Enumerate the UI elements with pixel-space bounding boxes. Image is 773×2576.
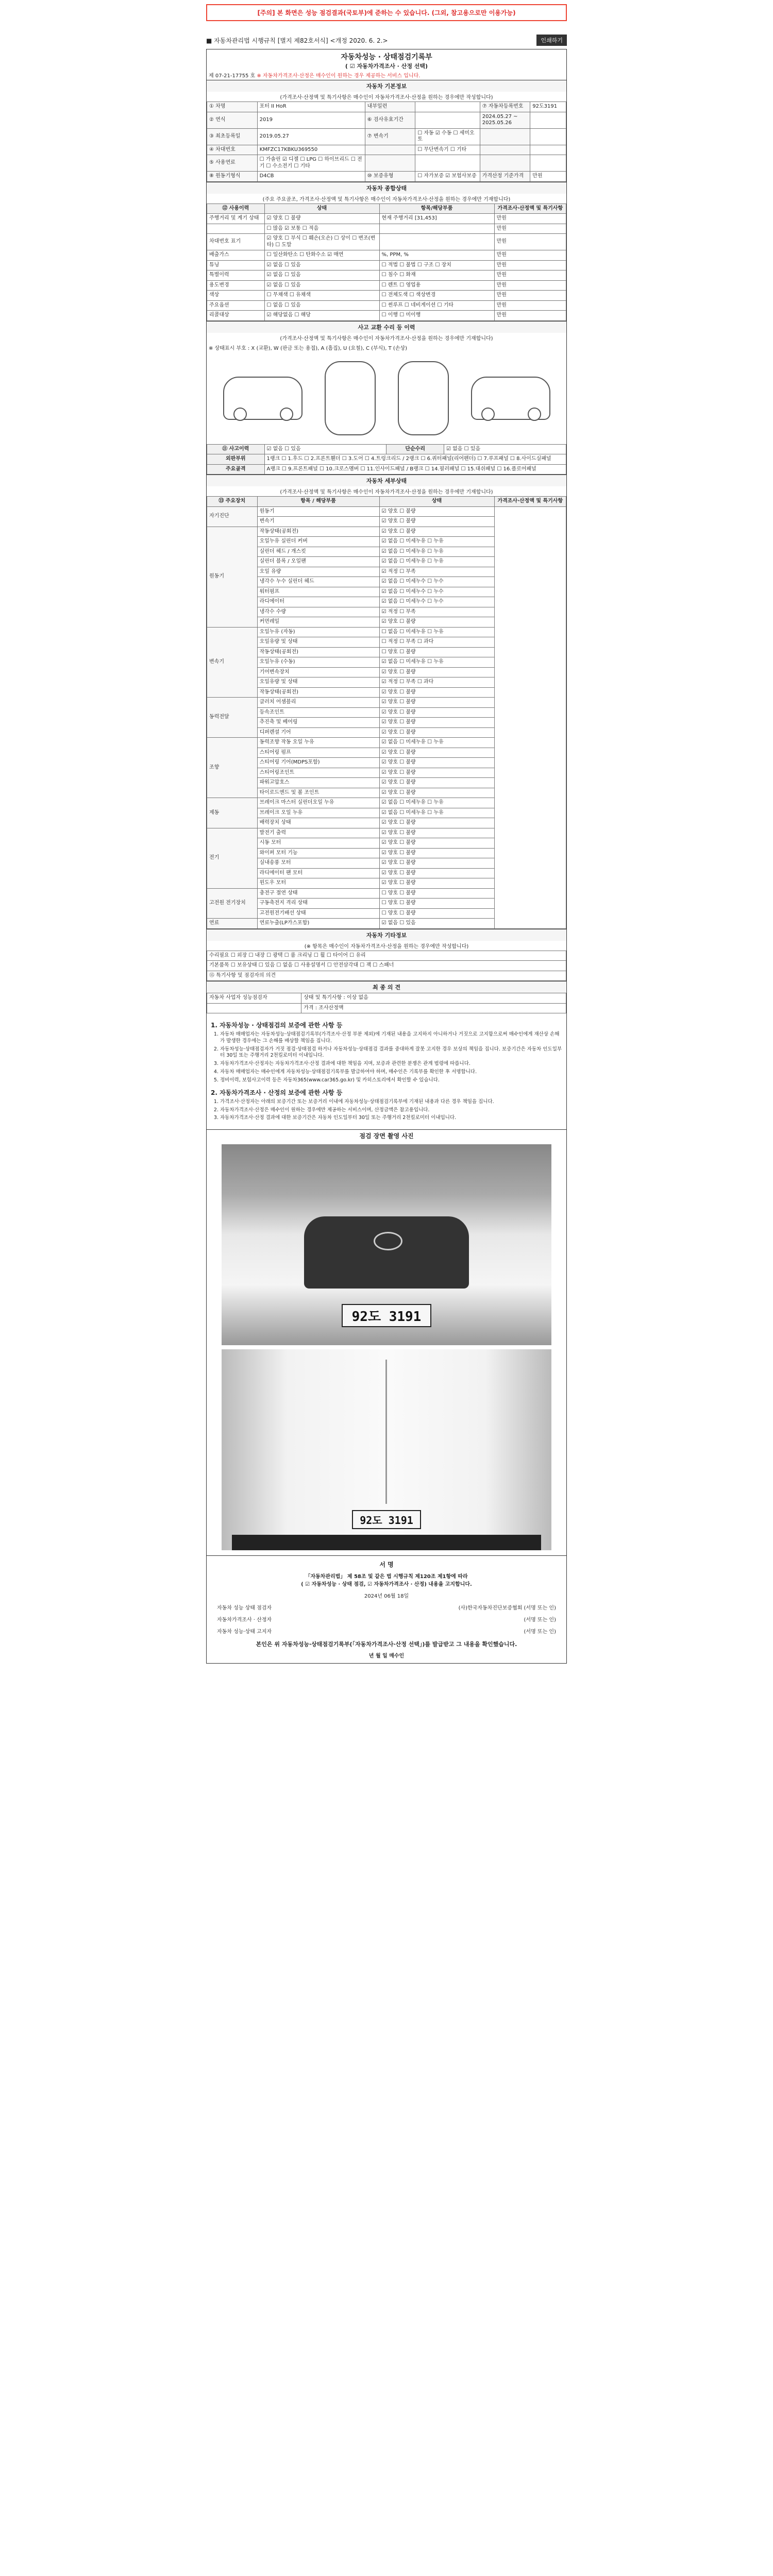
summary-cell: 현재 주행거리 [31,453] <box>379 214 494 224</box>
basic-info-cell: ⑦ 변속기 <box>365 128 415 145</box>
basic-info-cell: ⑥ 검사유효기간 <box>365 112 415 128</box>
signature-law: 「자동차관리법」 제 58조 및 같은 법 시행규칙 제120조 제1항에 따라 <box>305 1574 468 1580</box>
car-bottom-diagram <box>398 361 449 435</box>
history-sub: (가격조사·산정액 및 특기사항은 매수인이 자동차가격조사·산정을 원하는 경우에만 기재합니다) <box>280 335 493 342</box>
detail-state: ☑ 양호 ☐ 불량 <box>379 768 494 778</box>
detail-part: 오일 유량 <box>257 567 379 577</box>
detail-part: 냉각수 수량 <box>257 607 379 617</box>
options-remarks: ⑮ 특기사항 및 점검자의 의견 <box>207 971 566 981</box>
detail-head: 자동차 세부상태 <box>207 474 566 486</box>
wheel-icon <box>528 408 541 421</box>
form-label: ■ 자동차관리법 시행규칙 [별지 제82호서식] <개정 2020. 6. 2.> <box>206 37 388 44</box>
basic-info-cell <box>415 112 480 128</box>
basic-info-cell: 내부일련 <box>365 102 415 112</box>
detail-state: ☑ 양호 ☐ 불량 <box>379 687 494 698</box>
summary-row <box>207 300 566 311</box>
detail-col-1: ⑬ 주요장치 <box>207 497 258 507</box>
detail-state: ☑ 적정 ☐ 부족 <box>379 567 494 577</box>
summary-cell: 튜닝 <box>207 260 265 270</box>
summary-cell <box>379 224 494 234</box>
record-number-line <box>207 70 566 80</box>
frame-label: 주요골격 <box>207 464 265 474</box>
detail-state: ☑ 양호 ☐ 불량 <box>379 517 494 527</box>
detail-state: ☑ 없음 ☐ 미세누유 ☐ 누유 <box>379 537 494 547</box>
detail-state: ☑ 양호 ☐ 불량 <box>379 838 494 849</box>
detail-state: ☑ 없음 ☐ 미세누유 ☐ 누유 <box>379 798 494 808</box>
detail-part: 연료누출(LP가스포함) <box>257 919 379 929</box>
document-page <box>206 0 567 1664</box>
detail-group-name: 원동기 <box>207 527 258 627</box>
record-warning: ※ 자동차가격조사·산정은 매수인이 원하는 경우 제공하는 서비스 입니다. <box>257 73 421 79</box>
warning-banner: [주의] 본 화면은 성능 점검결과(국토부)에 준하는 수 있습니다. (그외, 참고용으로만 이용가능) <box>206 4 567 21</box>
basic-info-cell <box>530 112 566 128</box>
detail-part: 스티어링 펌프 <box>257 748 379 758</box>
detail-state: ☑ 없음 ☐ 미세누유 ☐ 누유 <box>379 808 494 818</box>
detail-state: ☑ 양호 ☐ 불량 <box>379 718 494 728</box>
detail-state: ☑ 양호 ☐ 불량 <box>379 748 494 758</box>
signature-row-label: 자동차 성능 상태 점검자 <box>217 1605 272 1612</box>
terms-item: 1. 자동차 매매업자는 자동차성능·상태점검기록부(가격조사·산정 부분 제외)에 기재된 내용을 고지하지 아니하거나 거짓으로 고지함으로써 매수인에게 재산상 손해가 발생한 경우에는 그 손해를 배상할 책임을 집니다. <box>220 1031 562 1045</box>
basic-info-cell: ③ 최초등록일 <box>207 128 258 145</box>
signature-row-value: (서명 또는 인) <box>524 1629 556 1635</box>
basic-info-cell: ② 연식 <box>207 112 258 128</box>
detail-part: 추진축 및 베어링 <box>257 718 379 728</box>
terms-item: 1. 가격조사·산정자는 아래의 보증기간 또는 보증거리 이내에 자동차성능·상태점검기록부에 기재된 내용과 다른 경우 책임을 집니다. <box>220 1099 562 1106</box>
history-table <box>207 444 566 475</box>
detail-state: ☑ 없음 ☐ 미세누수 ☐ 누수 <box>379 587 494 597</box>
signature-row-label: 자동차 성능·상태 고지자 <box>217 1629 272 1635</box>
accident-state: ☑ 없음 ☐ 있음 <box>264 444 386 454</box>
detail-group-name: 제동 <box>207 798 258 828</box>
detail-part: 와이퍼 모터 기능 <box>257 848 379 858</box>
signature-date: 2024년 06월 18일 <box>364 1594 409 1600</box>
opinion-state: 상태 및 특기사항 : 이상 없음 <box>301 993 566 1004</box>
basic-info-cell: 2024.05.27 ~ 2025.05.26 <box>480 112 530 128</box>
record-title: 자동차성능 · 상태점검기록부 <box>341 53 432 61</box>
summary-row <box>207 234 566 250</box>
detail-part: 실린더 블록 / 오일팬 <box>257 557 379 567</box>
basic-info-cell: ⑦ 자동차등록번호 <box>480 102 530 112</box>
basic-info-cell: 92도3191 <box>530 102 566 112</box>
summary-cell: %, PPM, % <box>379 250 494 261</box>
detail-part: 작동상태(공회전) <box>257 527 379 537</box>
hyundai-logo-icon <box>374 1232 402 1250</box>
detail-group-name: 조향 <box>207 738 258 798</box>
signature-footer-2: 년 월 일 매수인 <box>368 1653 405 1659</box>
signature-section <box>207 1555 566 1663</box>
detail-group-name: 동력전달 <box>207 698 258 738</box>
rear-photo <box>222 1349 551 1550</box>
detail-state: ☑ 양호 ☐ 불량 <box>379 506 494 517</box>
basic-info-cell <box>530 145 566 155</box>
summary-col-3: 항목/해당부품 <box>379 204 494 214</box>
summary-col-1: ⑫ 사용이력 <box>207 204 265 214</box>
detail-part: 스티어링조인트 <box>257 768 379 778</box>
detail-part: 시동 모터 <box>257 838 379 849</box>
detail-part: 클러치 어셈블리 <box>257 698 379 708</box>
front-license-plate: 92도 3191 <box>342 1304 431 1327</box>
detail-part: 변속기 <box>257 517 379 527</box>
basic-info-row <box>207 128 566 145</box>
car-diagram <box>207 352 566 444</box>
options-repair: 수리필요 ☐ 외장 ☐ 내장 ☐ 광택 ☐ 룸 크리닝 ☐ 휠 ☐ 타이어 ☐ 유리 <box>207 951 566 961</box>
rear-license-plate: 92도 3191 <box>352 1510 421 1529</box>
terms-item: 2. 자동차가격조사·산정은 매수인이 원하는 경우에만 제공하는 서비스이며, 산정금액은 참고용입니다. <box>220 1107 562 1114</box>
basic-info-cell: 포터 II HoR <box>257 102 365 112</box>
inspection-record <box>206 49 567 1664</box>
detail-part: 윈도우 모터 <box>257 878 379 889</box>
detail-part: 고전원전기배선 상태 <box>257 908 379 919</box>
signature-row-value: (서명 또는 인) <box>524 1617 556 1623</box>
summary-row <box>207 280 566 291</box>
detail-state: ☑ 없음 ☐ 있음 <box>379 919 494 929</box>
detail-state: ☑ 양호 ☐ 불량 <box>379 858 494 869</box>
summary-cell: 만원 <box>494 311 566 321</box>
detail-table <box>207 496 566 929</box>
frame-items: A랭크 ☐ 9.프론트패널 ☐ 10.크로스멤버 ☐ 11.인사이드패널 / B랭크 ☐ 14.필러패널 ☐ 15.대쉬패널 ☐ 16.플로어패널 <box>264 464 566 474</box>
summary-cell: 만원 <box>494 270 566 281</box>
detail-group-name: 연료 <box>207 919 258 929</box>
summary-cell: 만원 <box>494 214 566 224</box>
basic-info-row <box>207 112 566 128</box>
photos-head: 점검 장면 촬영 사진 <box>207 1129 566 1140</box>
detail-state: ☑ 없음 ☐ 미세누유 ☐ 누유 <box>379 738 494 748</box>
summary-cell: ☑ 양호 ☐ 불량 <box>264 214 379 224</box>
signature-head: 서 명 <box>379 1561 394 1569</box>
detail-state: ☑ 양호 ☐ 불량 <box>379 778 494 788</box>
terms-2-title: 2. 자동차가격조사 · 산정의 보증에 관한 사항 등 <box>211 1089 343 1096</box>
detail-state: ☑ 양호 ☐ 불량 <box>379 527 494 537</box>
detail-state: ☐ 양호 ☐ 불량 <box>379 908 494 919</box>
options-sub: (※ 항목은 매수인이 자동차가격조사·산정을 원하는 경우에만 작성합니다) <box>304 943 469 950</box>
detail-part: 작동상태(공회전) <box>257 687 379 698</box>
terms-item: 4. 자동차 매매업자는 매수인에게 자동차성능·상태점검기록부를 발급하여야 하며, 매수인은 기록부를 확인한 후 서명합니다. <box>220 1069 562 1076</box>
summary-row <box>207 224 566 234</box>
detail-state: ☐ 없음 ☐ 미세누유 ☐ 누유 <box>379 627 494 637</box>
detail-part: 디퍼렌셜 기어 <box>257 727 379 738</box>
summary-cell: 리콜대상 <box>207 311 265 321</box>
terms-1-title: 1. 자동차성능 · 상태점검의 보증에 관한 사항 등 <box>211 1022 343 1029</box>
detail-sub: (가격조사·산정액 및 특기사항은 매수인이 자동차가격조사·산정을 원하는 경우에만 기재합니다) <box>280 489 493 495</box>
detail-state: ☑ 양호 ☐ 불량 <box>379 868 494 878</box>
terms-item: 3. 자동차가격조사·산정자는 자동차가격조사·산정 결과에 대한 책임을 지며, 보증과 관련한 분쟁은 관계 법령에 따릅니다. <box>220 1061 562 1067</box>
detail-part: 오일유량 및 상태 <box>257 677 379 688</box>
detail-part: 브레이크 오일 누유 <box>257 808 379 818</box>
basic-info-cell: ☐ 무단변속기 ☐ 기타 <box>415 145 480 155</box>
summary-cell: 색상 <box>207 291 265 301</box>
record-subtitle: ( ☑ 자동차가격조사 · 산정 선택) <box>345 63 428 70</box>
basic-info-cell: ☐ 자가보증 ☑ 보험사보증 <box>415 172 480 182</box>
detail-col-4: 가격조사·산정액 및 특기사항 <box>494 497 566 507</box>
summary-cell: 만원 <box>494 250 566 261</box>
detail-part: 기어변속장치 <box>257 667 379 677</box>
detail-state: ☑ 양호 ☐ 불량 <box>379 707 494 718</box>
summary-cell: 만원 <box>494 300 566 311</box>
basic-info-table <box>207 101 566 182</box>
basic-info-cell: 가격산정 기준가격 <box>480 172 530 182</box>
detail-col-2: 항목 / 해당부품 <box>257 497 379 507</box>
detail-state: ☑ 적정 ☐ 부족 ☐ 과다 <box>379 677 494 688</box>
opinion-head: 최 종 의 견 <box>207 981 566 993</box>
summary-cell: ☑ 없음 ☐ 있음 <box>264 270 379 281</box>
detail-part: 실린더 헤드 / 개스킷 <box>257 547 379 557</box>
detail-state: ☐ 양호 ☐ 불량 <box>379 647 494 657</box>
detail-state: ☑ 양호 ☐ 불량 <box>379 818 494 828</box>
basic-info-cell: ⑤ 사용연료 <box>207 155 258 172</box>
detail-state: ☑ 양호 ☐ 불량 <box>379 828 494 838</box>
basic-info-cell <box>415 102 480 112</box>
summary-col-4: 가격조사·산정액 및 특기사항 <box>494 204 566 214</box>
summary-cell: 주요옵션 <box>207 300 265 311</box>
summary-cell: ☐ 렌트 ☐ 영업용 <box>379 280 494 291</box>
car-left-side-diagram <box>223 377 303 420</box>
signature-row-label: 자동차가격조사 · 산정자 <box>217 1617 272 1623</box>
summary-cell: ☐ 일산화탄소 ☐ 탄화수소 ☑ 매연 <box>264 250 379 261</box>
detail-part: 구동축전지 격리 상태 <box>257 899 379 909</box>
detail-state: ☑ 없음 ☐ 미세누수 ☐ 누수 <box>379 597 494 607</box>
accident-label: ⑪ 사고이력 <box>207 444 265 454</box>
front-photo <box>222 1144 551 1345</box>
detail-state: ☑ 양호 ☐ 불량 <box>379 667 494 677</box>
summary-cell: ☑ 없음 ☐ 있음 <box>264 280 379 291</box>
basic-info-cell <box>480 128 530 145</box>
detail-part: 워터펌프 <box>257 587 379 597</box>
detail-part: 작동상태(공회전) <box>257 647 379 657</box>
basic-info-cell: ① 차명 <box>207 102 258 112</box>
basic-info-cell: ☐ 가솔린 ☑ 디젤 ☐ LPG ☐ 하이브리드 ☐ 전기 ☐ 수소전기 ☐ 기타 <box>257 155 365 172</box>
detail-part: 등속조인트 <box>257 707 379 718</box>
summary-cell: 만원 <box>494 260 566 270</box>
wheel-icon <box>280 408 293 421</box>
signature-row-value: (사)한국자동차진단보증협회 (서명 또는 인) <box>458 1605 556 1612</box>
detail-part: 실내송풍 모터 <box>257 858 379 869</box>
summary-cell: 주행거리 및 계기 상태 <box>207 214 265 224</box>
basic-info-cell: 2019 <box>257 112 365 128</box>
summary-head: 자동차 종합상태 <box>207 182 566 194</box>
detail-part: 발전기 출력 <box>257 828 379 838</box>
summary-cell: 만원 <box>494 224 566 234</box>
detail-state: ☑ 없음 ☐ 미세누유 ☐ 누유 <box>379 557 494 567</box>
summary-cell: ☑ 해당없음 ☐ 해당 <box>264 311 379 321</box>
summary-cell: ☐ 무채색 ☐ 유채색 <box>264 291 379 301</box>
basic-info-cell <box>415 155 480 172</box>
basic-info-cell <box>530 155 566 172</box>
basic-info-cell: 2019.05.27 <box>257 128 365 145</box>
options-basic-items: 기본품목 ☐ 보유상태 ☐ 있음 ☐ 없음 ☐ 사용설명서 ☐ 안전삼각대 ☐ 잭 ☐ 스패너 <box>207 961 566 971</box>
summary-cell: 만원 <box>494 280 566 291</box>
options-table <box>207 951 566 981</box>
detail-group-name: 고전원 전기장치 <box>207 888 258 919</box>
history-legend: ※ 상태표시 부호 : X (교환), W (판금 또는 용접), A (흠집), U (요철), C (부식), T (손상) <box>209 345 408 351</box>
summary-col-2: 상태 <box>264 204 379 214</box>
signature-footer: 본인은 위 자동차성능·상태점검기록부(「자동차가격조사·산정 선택」)를 발급받고 그 내용을 확인했습니다. <box>256 1641 517 1648</box>
detail-state: ☑ 양호 ☐ 불량 <box>379 878 494 889</box>
detail-part: 파워고압호스 <box>257 778 379 788</box>
signature-law-2: ( ☑ 자동차성능 · 상태 점검, ☑ 자동차가격조사 · 산정) 내용을 고지합니다. <box>301 1582 472 1588</box>
terms-item: 5. 정비이력, 보험사고이력 등은 자동차365(www.car365.go.kr) 및 카히스토리에서 확인할 수 있습니다. <box>220 1077 562 1084</box>
summary-cell: ☐ 침수 ☐ 화재 <box>379 270 494 281</box>
basic-info-cell <box>365 145 415 155</box>
rear-bumper <box>232 1535 541 1550</box>
detail-state: ☑ 양호 ☐ 불량 <box>379 788 494 798</box>
summary-cell: 만원 <box>494 234 566 250</box>
options-head: 자동차 기타정보 <box>207 929 566 941</box>
summary-cell: ☑ 양호 ☐ 부식 ☐ 훼손(오손) ☐ 상이 ☐ 변조(변타) ☐ 도말 <box>264 234 379 250</box>
detail-part: 오일누유 실린더 커버 <box>257 537 379 547</box>
detail-state: ☐ 양호 ☐ 불량 <box>379 899 494 909</box>
summary-row <box>207 291 566 301</box>
terms-section <box>207 1013 566 1126</box>
summary-cell: ☐ 이행 ☐ 미이행 <box>379 311 494 321</box>
summary-cell <box>379 234 494 250</box>
record-number: 제 07-21-17755 호 <box>209 73 256 79</box>
simple-repair-state: ☑ 없음 ☐ 있음 <box>444 444 566 454</box>
terms-item: 2. 자동차성능·상태점검자가 거짓 점검·상태점검 하거나 자동차성능·상태점검 결과를 중대하게 잘못 고지한 경우 보상의 책임을 집니다. 보증기간은 자동차 인도일부터 30일 또는 주행거리 2천킬로미터 이내입니다. <box>220 1046 562 1060</box>
history-head: 사고 교환 수리 등 이력 <box>207 321 566 333</box>
detail-price <box>494 506 566 928</box>
car-right-side-diagram <box>471 377 550 420</box>
detail-part: 라디에이터 <box>257 597 379 607</box>
form-notice <box>206 35 567 46</box>
detail-state: ☑ 없음 ☐ 미세누수 ☐ 누수 <box>379 577 494 587</box>
wheel-icon <box>233 408 247 421</box>
summary-cell: ☐ 전체도색 ☐ 색상변경 <box>379 291 494 301</box>
basic-info-cell: ⑩ 보증유형 <box>365 172 415 182</box>
summary-cell: 특별이력 <box>207 270 265 281</box>
terms-item: 3. 자동차가격조사·산정 결과에 대한 보증기간은 자동차 인도일부터 30일 또는 주행거리 2천킬로미터 이내입니다. <box>220 1115 562 1122</box>
detail-state: ☑ 없음 ☐ 미세누유 ☐ 누유 <box>379 547 494 557</box>
detail-part: 라디에이터 팬 모터 <box>257 868 379 878</box>
print-button[interactable]: 인쇄하기 <box>536 35 567 46</box>
basic-info-head: 자동차 기본정보 <box>207 80 566 92</box>
detail-part: 냉각수 누수 실린더 헤드 <box>257 577 379 587</box>
summary-table <box>207 204 566 321</box>
summary-row <box>207 214 566 224</box>
summary-cell: 배출가스 <box>207 250 265 261</box>
detail-state: ☑ 양호 ☐ 불량 <box>379 698 494 708</box>
wheel-icon <box>481 408 495 421</box>
summary-cell: ☑ 없음 ☐ 있음 <box>264 260 379 270</box>
detail-part: 커먼레일 <box>257 617 379 628</box>
detail-state: ☐ 적정 ☐ 부족 ☐ 과다 <box>379 637 494 648</box>
detail-state: ☑ 양호 ☐ 불량 <box>379 617 494 628</box>
summary-cell: 만원 <box>494 291 566 301</box>
summary-row <box>207 260 566 270</box>
detail-state: ☑ 없음 ☐ 미세누유 ☐ 누유 <box>379 657 494 668</box>
detail-col-3: 상태 <box>379 497 494 507</box>
summary-cell: ☐ 없음 ☐ 있음 <box>264 300 379 311</box>
basic-info-row <box>207 155 566 172</box>
basic-info-row <box>207 145 566 155</box>
basic-info-row <box>207 102 566 112</box>
detail-state: ☐ 양호 ☐ 불량 <box>379 888 494 899</box>
detail-state: ☑ 양호 ☐ 불량 <box>379 727 494 738</box>
detail-part: 스티어링 기어(MDPS포함) <box>257 758 379 768</box>
summary-sub: (주요 주요골조, 가격조사·산정액 및 특기사항은 매수인이 자동차가격조사·산정을 원하는 경우에만 기재합니다) <box>262 196 511 202</box>
detail-state: ☑ 양호 ☐ 불량 <box>379 758 494 768</box>
summary-cell: 용도변경 <box>207 280 265 291</box>
detail-state: ☑ 양호 ☐ 불량 <box>379 848 494 858</box>
basic-info-cell <box>480 145 530 155</box>
summary-cell: ☐ 많음 ☑ 보통 ☐ 적음 <box>264 224 379 234</box>
opinion-inspector: 자동차 사업자 성능점검자 <box>207 993 301 1004</box>
basic-info-cell: ④ 차대번호 <box>207 145 258 155</box>
truck-grille <box>304 1216 469 1289</box>
summary-cell: 차대번호 표기 <box>207 234 265 250</box>
outer-panel-label: 외판부위 <box>207 454 265 465</box>
signature-row <box>217 1615 556 1623</box>
basic-info-cell: ☐ 자동 ☑ 수동 ☐ 세미오토 <box>415 128 480 145</box>
detail-part: 원동기 <box>257 506 379 517</box>
signature-row <box>217 1603 556 1611</box>
basic-info-cell: 만원 <box>530 172 566 182</box>
basic-info-cell <box>480 155 530 172</box>
detail-state: ☑ 적정 ☐ 부족 <box>379 607 494 617</box>
detail-part: 타이로드엔드 및 볼 조인트 <box>257 788 379 798</box>
detail-part: 오일누유 (수동) <box>257 657 379 668</box>
detail-part: 충전구 절연 상태 <box>257 888 379 899</box>
simple-repair-label: 단순수리 <box>386 444 444 454</box>
basic-info-cell: KMFZC17KBKU369550 <box>257 145 365 155</box>
summary-cell <box>207 224 265 234</box>
detail-group-name: 자기진단 <box>207 506 258 527</box>
detail-part: 브레이크 마스터 실린더오일 누유 <box>257 798 379 808</box>
signature-row <box>217 1627 556 1635</box>
summary-cell: ☐ 썬루프 ☐ 네비게이션 ☐ 기타 <box>379 300 494 311</box>
summary-row <box>207 250 566 261</box>
summary-cell: ☐ 적법 ☐ 불법 ☐ 구조 ☐ 장치 <box>379 260 494 270</box>
summary-row <box>207 270 566 281</box>
opinion-table <box>207 993 566 1013</box>
summary-row <box>207 311 566 321</box>
basic-info-cell: ⑧ 원동기형식 <box>207 172 258 182</box>
basic-info-cell <box>530 128 566 145</box>
detail-part: 동력조향 작동 오일 누유 <box>257 738 379 748</box>
car-top-diagram <box>325 361 376 435</box>
detail-part: 오일누유 (자동) <box>257 627 379 637</box>
opinion-price: 가격 : 조사산정액 <box>301 1003 566 1013</box>
detail-part: 배력장치 상태 <box>257 818 379 828</box>
detail-group-name: 전기 <box>207 828 258 888</box>
detail-group-name: 변속기 <box>207 627 258 698</box>
cargo-door-seam <box>385 1360 387 1504</box>
detail-row <box>207 506 566 517</box>
basic-info-cell: D4CB <box>257 172 365 182</box>
basic-info-sub: (가격조사·산정액 및 특기사항은 매수인이 자동차가격조사·산정을 원하는 경우에만 작성합니다) <box>280 95 493 100</box>
basic-info-cell <box>365 155 415 172</box>
outer-panel-items: 1랭크 ☐ 1.후드 ☐ 2.프론트휀더 ☐ 3.도어 ☐ 4.트렁크리드 / 2랭크 ☐ 6.쿼터패널(리어펜더) ☐ 7.루프패널 ☐ 8.사이드실패널 <box>264 454 566 465</box>
detail-part: 오일유량 및 상태 <box>257 637 379 648</box>
basic-info-row <box>207 172 566 182</box>
